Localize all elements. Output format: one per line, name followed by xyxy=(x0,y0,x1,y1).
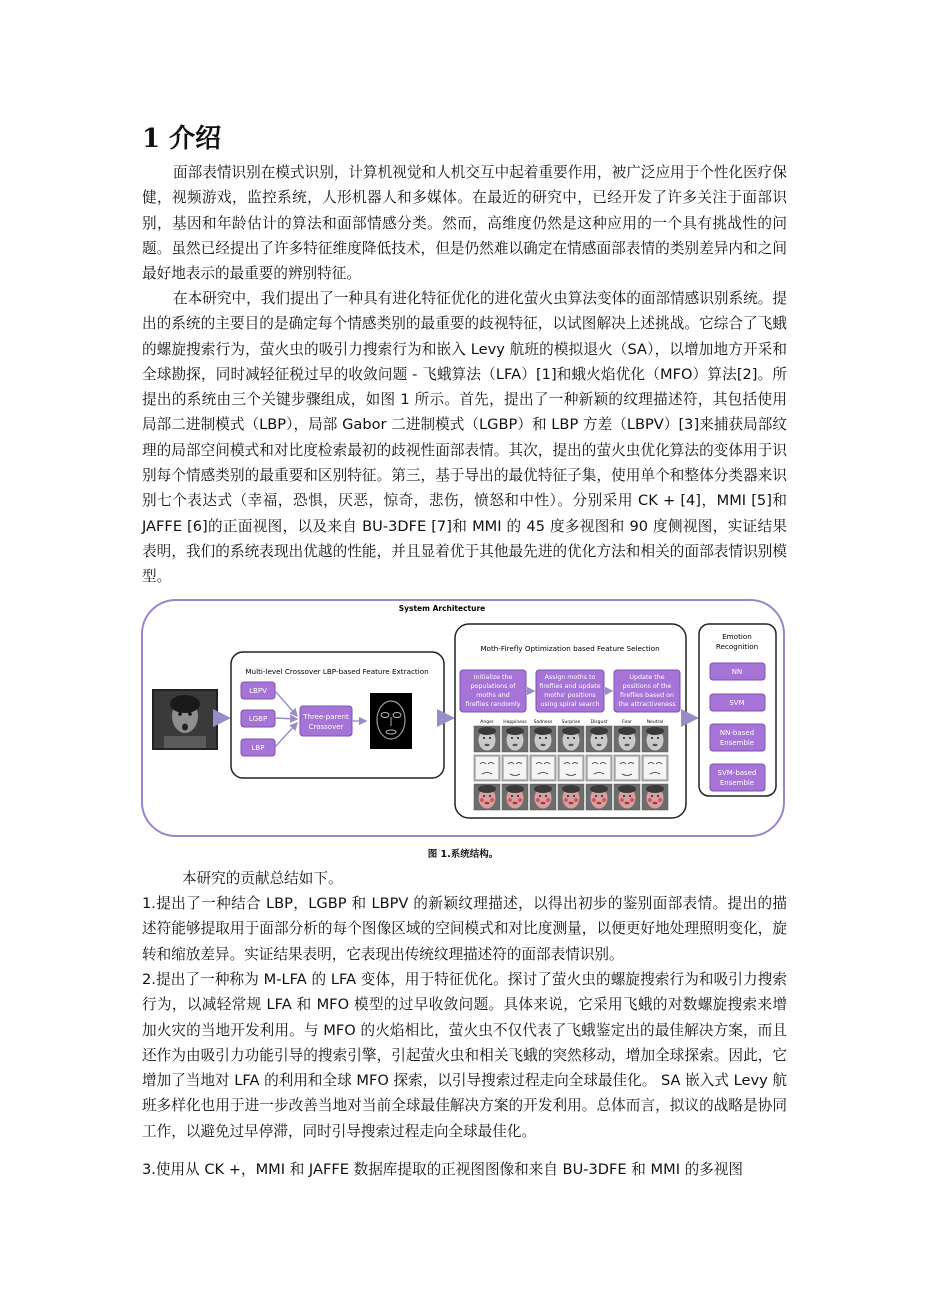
classifier-nn-ensemble-2: Ensemble xyxy=(719,739,755,747)
svg-text:Sadness: Sadness xyxy=(533,720,553,725)
optimization-steps xyxy=(460,670,680,712)
svg-text:Anger: Anger xyxy=(480,720,494,725)
expression-thumbnail xyxy=(558,784,584,810)
expression-thumbnail xyxy=(642,755,668,781)
expression-sample-grid xyxy=(474,726,668,810)
svg-text:Update the: Update the xyxy=(629,674,665,681)
svg-text:Surprise: Surprise xyxy=(561,720,581,725)
svg-text:Happiness: Happiness xyxy=(503,720,527,725)
expression-thumbnail xyxy=(614,755,640,781)
expression-thumbnail xyxy=(614,784,640,810)
expression-thumbnail xyxy=(642,726,668,752)
texture-face-image xyxy=(370,693,412,749)
paragraph-intro-2: 在本研究中，我们提出了一种具有进化特征优化的进化萤火虫算法变体的面部情感识别系统。提出的系统的主要目的是确定每个情感类别的最重要的歧视特征，以试图解决上述挑战。它综合了飞蛾的螺旋搜索行为，萤火虫的吸引力搜索行为和嵌入 Levy 航班的模拟退火（SA），以增加地方开采和全球勘探，同时减轻征税过早的收敛问题 - 飞蛾算法（LFA）[1]和蛾火焰优化（MFO）算法[2]。所提出的系统由三个关键步骤组成，如图 1 所示。首先，提出了一种新颖的纹理描述符，其包括使用局部二进制模式（LBP），局部 Gabor 二进制模式（LGBP）和 LBP 方差（LBPV）[3]来捕获局部纹理的局部空间模式和对比度检索最初的歧视性面部表情。其次，提出的萤火虫优化算法的变体用于识别每个情感类别的最重要和区别特征。第三，基于导出的最优特征子集，使用单个和整体分类器来识别七个表达式（幸福，恐惧，厌恶，惊奇，悲伤，愤怒和中性）。分别采用 CK + [4]，MMI [5]和 JAFFE [6]的正面视图，以及来自 BU-3DFE [7]和 MMI 的 45 度多视图和 90 度侧视图，实证结果表明，我们的系统表现出优越的性能，并且显着优于其他最先进的优化方法和相关的面部表情识别模型。 xyxy=(142,290,787,586)
svg-text:moths' positions: moths' positions xyxy=(544,692,596,699)
expression-thumbnail xyxy=(474,784,500,810)
expression-thumbnail xyxy=(642,784,668,810)
crossover-label-2: Crossover xyxy=(308,723,344,731)
expression-thumbnail xyxy=(586,755,612,781)
svg-text:positions of the: positions of the xyxy=(622,683,672,690)
contributions-intro: 本研究的贡献总结如下。 xyxy=(182,870,343,887)
svg-text:the attractiveness: the attractiveness xyxy=(618,701,676,708)
expression-thumbnail xyxy=(586,784,612,810)
svg-text:using spiral search: using spiral search xyxy=(540,701,600,708)
svg-text:fireflies based on: fireflies based on xyxy=(619,692,675,699)
classifier-svm-ensemble-2: Ensemble xyxy=(719,779,755,787)
expression-thumbnail xyxy=(474,726,500,752)
stage1-inputs xyxy=(241,682,275,756)
svg-text:moths and: moths and xyxy=(476,692,510,699)
expression-thumbnail xyxy=(530,755,556,781)
stage2-title: Moth-Firefly Optimization based Feature Selection xyxy=(480,644,660,653)
svg-text:Disgust: Disgust xyxy=(590,720,608,725)
classifier-svm: SVM xyxy=(729,699,745,707)
contribution-item-1: 1.提出了一种结合 LBP，LGBP 和 LBPV 的新颖纹理描述，以得出初步的鉴别面部表情。提出的描述符能够提取用于面部分析的每个图像区域的空间模式和对比度测量，以便更好地处理照明变化，旋转和缩放差异。实证结果表明，它表现出传统纹理描述符的面部表情识别。 xyxy=(142,895,787,963)
svg-text:fireflies and update: fireflies and update xyxy=(539,683,601,690)
classifier-nn-ensemble-1: NN-based xyxy=(719,729,755,737)
input-lbp-label: LBP xyxy=(251,744,265,752)
stage3-title-2: Recognition xyxy=(715,642,759,651)
contribution-item-3: 3.使用从 CK +，MMI 和 JAFFE 数据库提取的正视图图像和来自 BU-3DFE 和 MMI 的多视图 xyxy=(142,1161,744,1178)
svg-text:Fear: Fear xyxy=(622,720,632,725)
expression-thumbnail xyxy=(502,755,528,781)
svg-text:fireflies randomly: fireflies randomly xyxy=(465,701,521,708)
classifier-svm-ensemble-1: SVM-based xyxy=(717,769,757,777)
svg-text:populations of: populations of xyxy=(470,683,516,690)
expression-thumbnail xyxy=(558,755,584,781)
expression-thumbnail xyxy=(530,784,556,810)
expression-thumbnail xyxy=(614,726,640,752)
input-face-image xyxy=(152,689,218,750)
expression-thumbnail xyxy=(586,726,612,752)
crossover-box xyxy=(300,706,352,736)
stage1-title: Multi-level Crossover LBP-based Feature Extraction xyxy=(245,667,429,676)
expression-thumbnail xyxy=(530,726,556,752)
stage3-title-1: Emotion xyxy=(722,632,752,641)
svg-text:Assign moths to: Assign moths to xyxy=(544,674,596,681)
svg-text:Neutral: Neutral xyxy=(646,720,664,725)
classifier-nn: NN xyxy=(731,668,743,676)
expression-thumbnail xyxy=(474,755,500,781)
svg-text:Initialize the: Initialize the xyxy=(473,674,513,681)
input-lgbp-label: LGBP xyxy=(248,715,268,723)
crossover-label-1: Three-parent xyxy=(303,713,349,721)
figure-title: System Architecture xyxy=(398,604,486,613)
input-lbpv-label: LBPV xyxy=(249,687,267,695)
expression-thumbnail xyxy=(502,784,528,810)
expression-thumbnail xyxy=(558,726,584,752)
section-title: 1 介绍 xyxy=(142,124,222,154)
expression-thumbnail xyxy=(502,726,528,752)
contribution-item-2: 2.提出了一种称为 M-LFA 的 LFA 变体，用于特征优化。探讨了萤火虫的螺旋搜索行为和吸引力搜索行为，以减轻常规 LFA 和 MFO 模型的过早收敛问题。具体来说，它采用飞蛾的对数螺旋搜索来增加火灾的当地开发利用。与 MFO 的火焰相比，萤火虫不仅代表了飞蛾鉴定出的最佳解决方案，而且还作为由吸引力功能引导的搜索引擎，引起萤火虫和相关飞蛾的突然移动，增加全球探索。因此，它增加了当地对 LFA 的利用和全球 MFO 探索，以引导搜索过程走向全球最佳化。 SA 嵌入式 Levy 航班多样化也用于进一步改善当地对当前全球最佳解决方案的开发利用。总体而言，拟议的战略是协同工作，以避免过早停滞，同时引导搜索过程走向全球最佳化。 xyxy=(142,971,787,1140)
paragraph-intro-1: 面部表情识别在模式识别，计算机视觉和人机交互中起着重要作用，被广泛应用于个性化医疗保健，视频游戏，监控系统，人形机器人和多媒体。在最近的研究中，已经开发了许多关注于面部识别，基因和年龄估计的算法和面部情感分类。然而，高维度仍然是这种应用的一个具有挑战性的问题。虽然已经提出了许多特征维度降低技术，但是仍然难以确定在情感面部表情的类别差异内和之间最好地表示的最重要的辨别特征。 xyxy=(142,164,787,283)
figure-caption: 图 1.系统结构。 xyxy=(427,849,499,860)
system-architecture-figure xyxy=(140,598,786,838)
